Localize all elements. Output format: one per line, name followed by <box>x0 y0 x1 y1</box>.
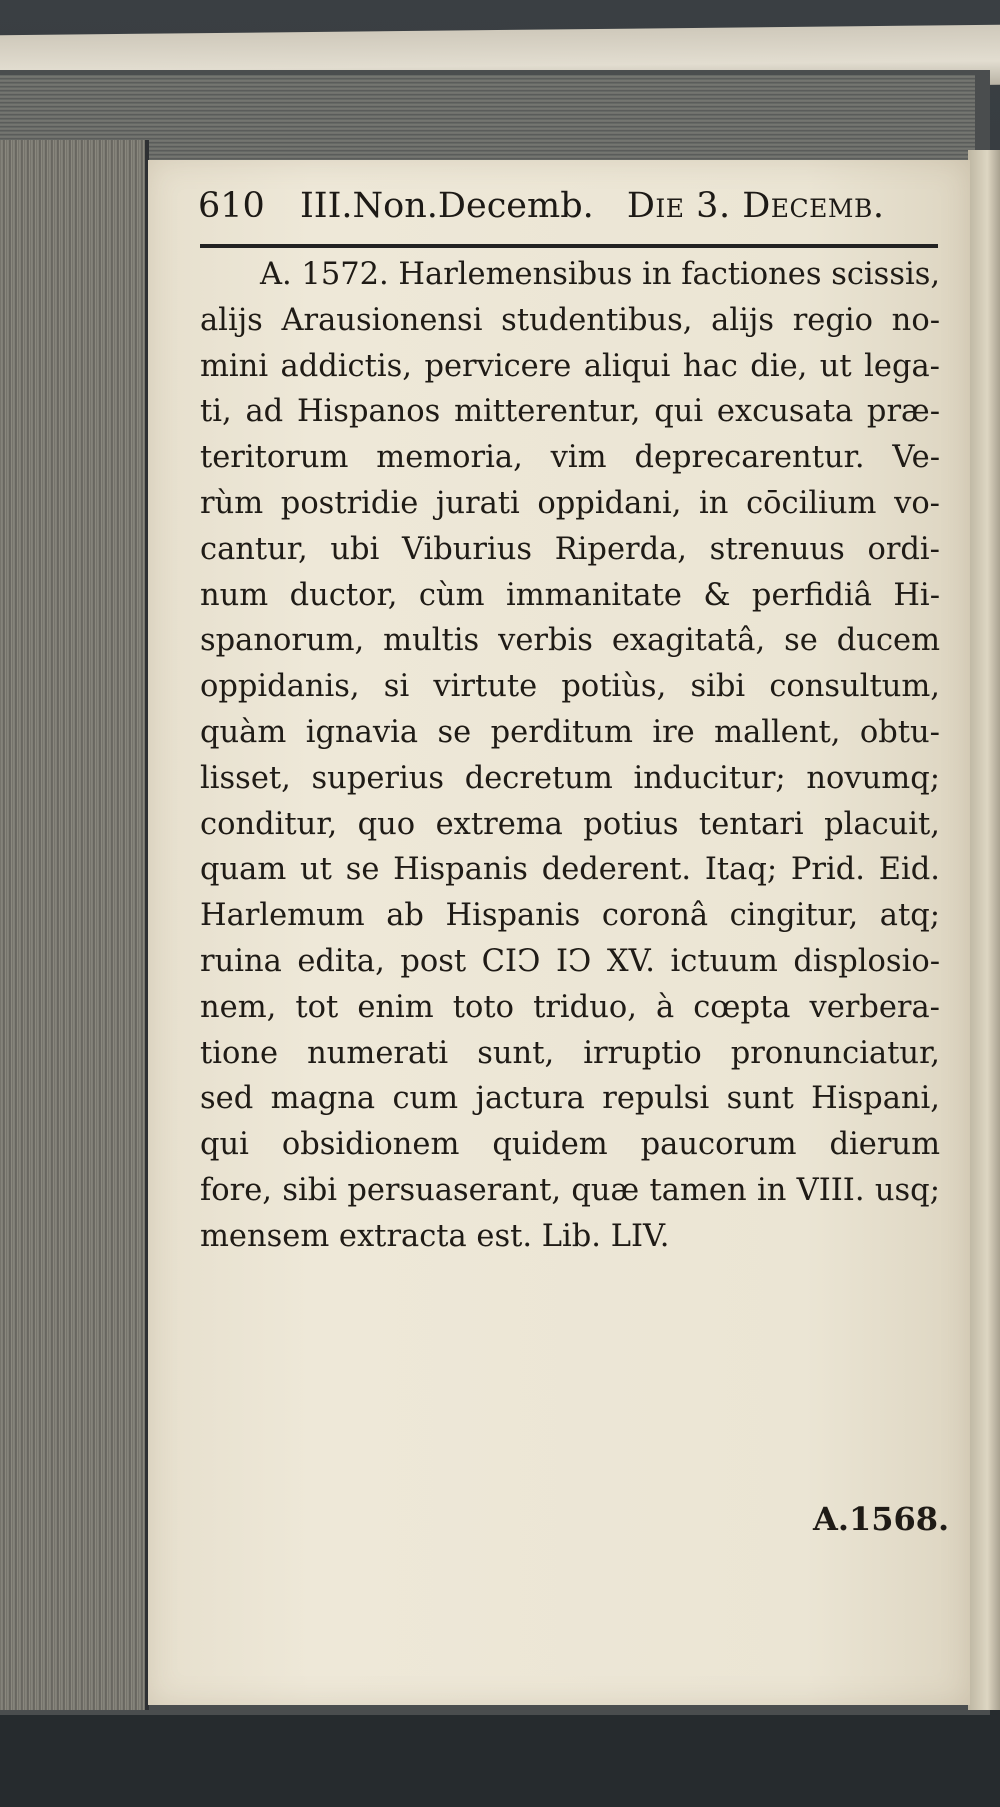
text-line: lisset, superius decretum inducitur; novumq; <box>200 760 940 796</box>
printed-page <box>148 160 970 1705</box>
header-right: Die 3. Decemb. <box>626 186 885 226</box>
text-line: oppidanis, si virtute potiùs, sibi consultum, <box>200 669 940 705</box>
text-line: fore, sibi persuaserant, quæ tamen in VIII. usq; <box>200 1172 940 1208</box>
text-line: rùm postridie jurati oppidani, in cōcilium vo- <box>200 485 940 521</box>
text-line: num ductor, cùm immanitate & perfidiâ Hi- <box>200 577 940 613</box>
text-line: spanorum, multis verbis exagitatâ, se ducem <box>200 623 940 659</box>
text-line: tione numerati sunt, irruptio pronunciatur, <box>200 1035 940 1071</box>
facing-page-edge <box>968 150 1000 1710</box>
text-line: teritorum memoria, vim deprecarentur. Ve- <box>200 440 940 476</box>
text-line: cantur, ubi Viburius Riperda, strenuus ordi- <box>200 531 940 567</box>
text-line: ti, ad Hispanos mitterentur, qui excusata præ- <box>200 394 940 430</box>
header-rule <box>200 244 938 248</box>
text-line: qui obsidionem quidem paucorum dierum <box>200 1127 940 1163</box>
text-line: ruina edita, post CIϽ IϽ XV. ictuum displosio- <box>200 943 940 979</box>
text-line: sed magna cum jactura repulsi sunt Hispani, <box>200 1081 940 1117</box>
catchword: A.1568. <box>813 1500 950 1538</box>
text-line: nem, tot enim toto triduo, à cœpta verbera- <box>200 989 940 1025</box>
page-stack-left <box>0 140 149 1710</box>
header-left: III.Non.Decemb. <box>299 186 594 226</box>
text-line: Harlemum ab Hispanis coronâ cingitur, atq; <box>200 898 940 934</box>
body-paragraph <box>200 252 940 1260</box>
text-line: mini addictis, pervicere aliqui hac die, ut lega- <box>200 348 940 384</box>
text-line: conditur, quo extrema potius tentari placuit, <box>200 806 940 842</box>
text-line: quam ut se Hispanis dederent. Itaq; Prid. Eid. <box>200 852 940 888</box>
text-line: alijs Arausionensi studentibus, alijs regio no- <box>200 302 940 338</box>
background-shadow <box>0 1715 1000 1807</box>
text-line: quàm ignavia se perditum ire mallent, obtu- <box>200 714 940 750</box>
running-header <box>198 186 938 234</box>
text-line: A. 1572. Harlemensibus in factiones scissis, <box>260 257 940 292</box>
page-number: 610 <box>198 186 265 226</box>
text-line: mensem extracta est. Lib. LIV. <box>200 1218 670 1254</box>
